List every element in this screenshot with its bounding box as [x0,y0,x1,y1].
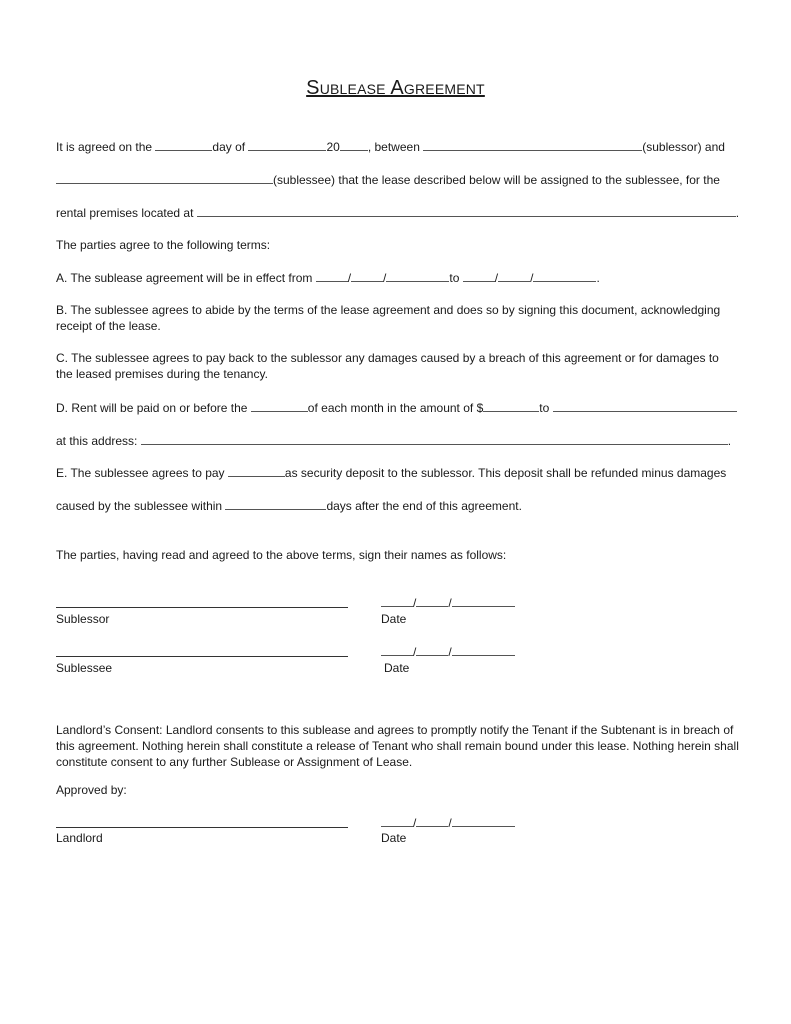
sublessor-signature-line[interactable] [56,607,348,608]
start-month-blank[interactable] [316,270,348,282]
rent-payee-blank[interactable] [553,400,737,412]
sublessee-label: Sublessee [56,661,113,675]
sublessor-name-blank[interactable] [423,139,642,151]
end-day-blank[interactable] [498,270,530,282]
term-c: C. The sublessee agrees to pay back to the sublessor any damages caused by a breach of this agreement or for damages to the leased premises during the tenancy. [56,351,719,381]
sublessor-date-label: Date [381,612,407,626]
rent-amount-blank[interactable] [483,400,539,412]
term-a: A. The sublease agreement will be in effect from / / to / / . [56,271,600,285]
year-blank[interactable] [340,139,368,151]
sublessor-date-blanks[interactable]: / / [381,595,515,610]
term-e-line-2: caused by the sublessee within days after the end of this agreement. [56,499,522,513]
term-b: B. The sublessee agrees to abide by the terms of the lease agreement and does so by signing this document, acknowledging receipt of the lease. [56,303,721,333]
deposit-amount-blank[interactable] [228,465,285,477]
closing-statement: The parties, having read and agreed to the above terms, sign their names as follows: [56,548,507,562]
rent-due-day-blank[interactable] [251,400,308,412]
document-title: Sublease Agreement [306,77,485,99]
intro-line-3: rental premises located at . [56,206,740,220]
refund-days-blank[interactable] [225,498,326,510]
premises-address-blank[interactable] [197,205,736,217]
start-day-blank[interactable] [351,270,383,282]
term-d-line-2: at this address: . [56,434,732,448]
terms-intro: The parties agree to the following terms: [56,238,271,252]
approved-by-label: Approved by: [56,783,127,797]
day-blank[interactable] [155,139,212,151]
month-blank[interactable] [248,139,326,151]
landlord-label: Landlord [56,831,103,845]
landlord-consent: Landlord’s Consent: Landlord consents to this sublease and agrees to promptly notify the Tenant if the Subtenant is in breach of this agreement. Nothing herein shall constitute a release of Tenant who shall remain bound under this lease. Nothing herein shall constitute consent to any further Sublease or Assignment of Lease. [56,723,739,769]
start-year-blank[interactable] [386,270,449,282]
sublessee-date-blanks[interactable]: / / [381,644,515,659]
sublessor-label: Sublessor [56,612,110,626]
sublessee-name-blank[interactable] [56,172,273,184]
intro-line-2: (sublessee) that the lease described below will be assigned to the sublessee, for the [56,172,720,188]
landlord-date-blanks[interactable]: / / [381,815,515,830]
sublessee-signature-line[interactable] [56,656,348,657]
sublessee-date-label: Date [384,661,410,675]
end-month-blank[interactable] [463,270,495,282]
payment-address-blank[interactable] [141,433,728,445]
term-d-line-1: D. Rent will be paid on or before the of each month in the amount of $ to [56,400,737,416]
landlord-signature-line[interactable] [56,827,348,828]
end-year-blank[interactable] [533,270,596,282]
term-e-line-1: E. The sublessee agrees to pay as security deposit to the sublessor. This deposit shall be refunded minus damages [56,466,727,480]
intro-line-1: It is agreed on the day of 20 , between (sublessor) and [56,140,725,154]
landlord-date-label: Date [381,831,407,845]
